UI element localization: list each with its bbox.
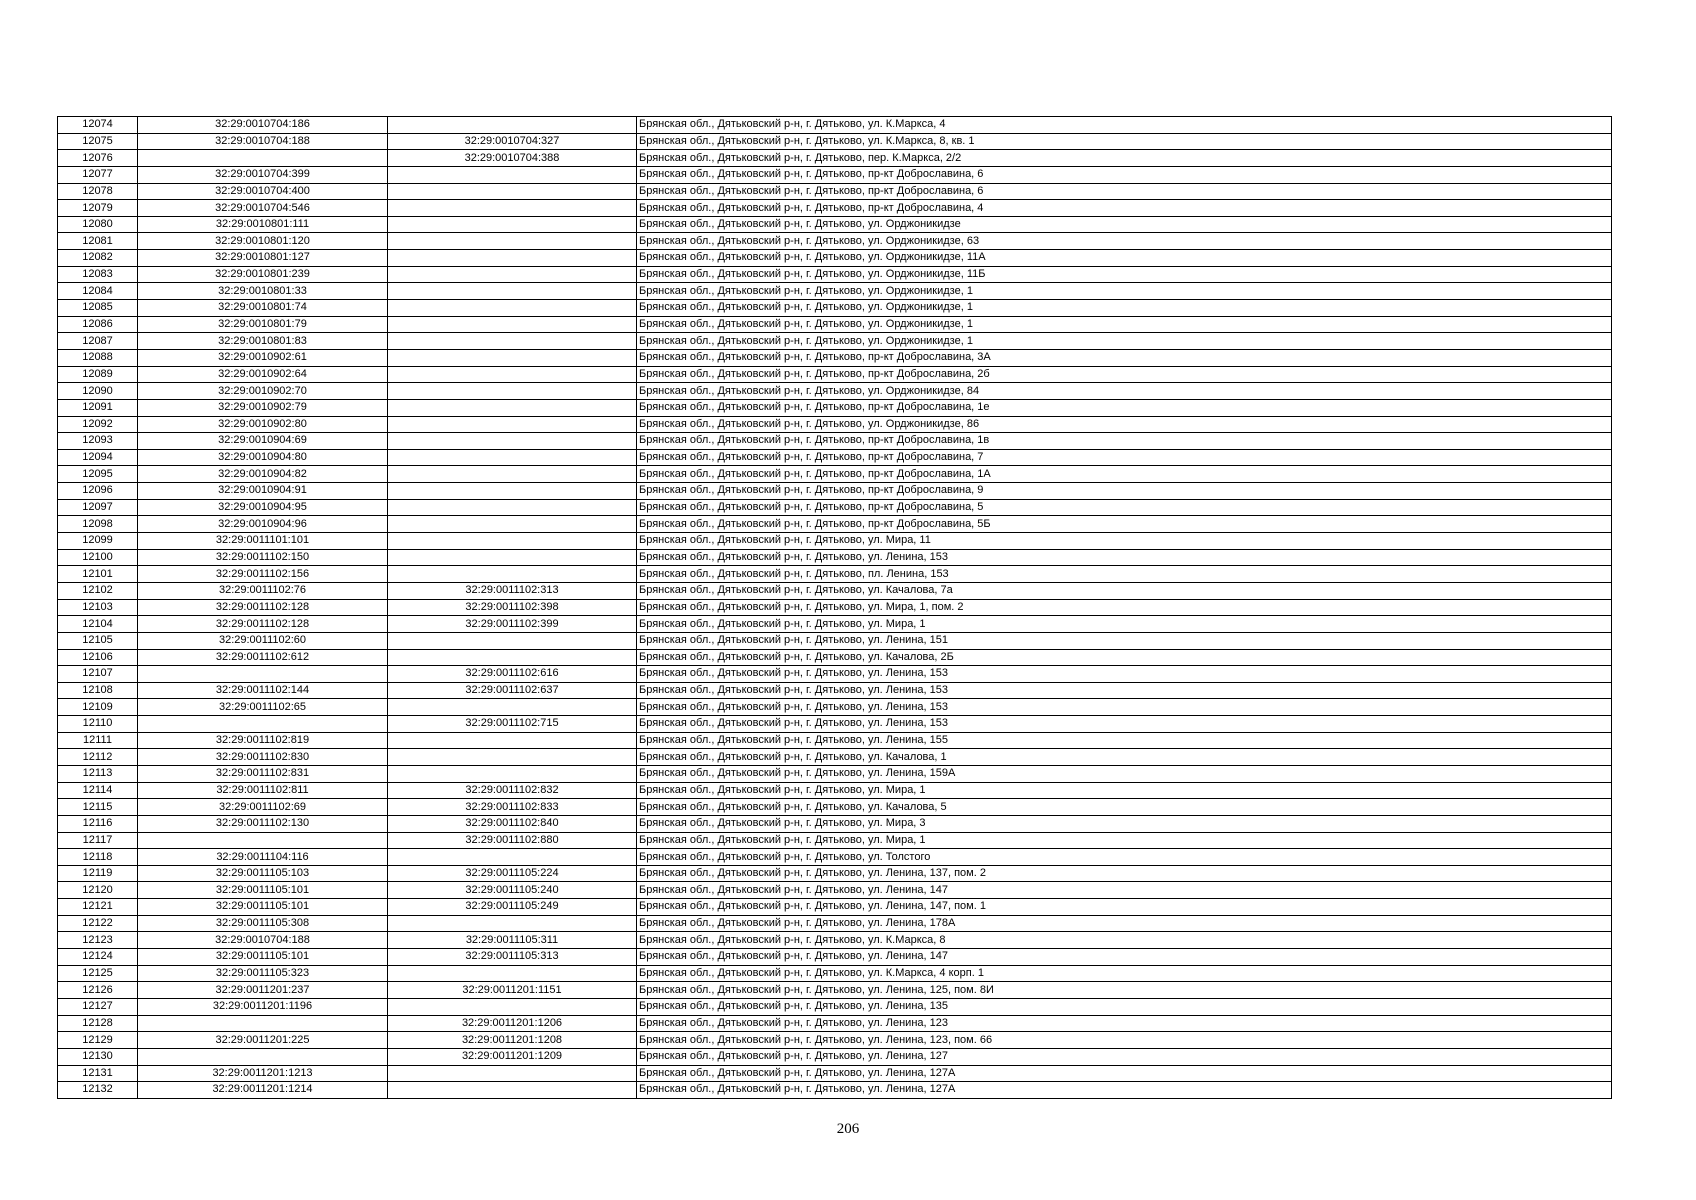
address-cell: Брянская обл., Дятьковский р-н, г. Дятьково, ул. Орджоникидзе, 84 xyxy=(637,383,1612,400)
row-number-cell: 12120 xyxy=(58,882,138,899)
table-row xyxy=(58,183,1612,200)
address-cell: Брянская обл., Дятьковский р-н, г. Дятьково, ул. Ленина, 155 xyxy=(637,732,1612,749)
related-cadastral-number-cell xyxy=(388,333,637,350)
cadastral-number-cell: 32:29:0010902:61 xyxy=(138,349,388,366)
table-row xyxy=(58,666,1612,683)
related-cadastral-number-cell: 32:29:0011102:715 xyxy=(388,716,637,733)
row-number-cell: 12078 xyxy=(58,183,138,200)
cadastral-number-cell: 32:29:0011105:101 xyxy=(138,949,388,966)
table-row xyxy=(58,915,1612,932)
cadastral-number-cell xyxy=(138,1015,388,1032)
table-row xyxy=(58,117,1612,134)
related-cadastral-number-cell xyxy=(388,433,637,450)
address-cell: Брянская обл., Дятьковский р-н, г. Дятьково, пр-кт Доброславина, 3А xyxy=(637,349,1612,366)
related-cadastral-number-cell: 32:29:0011105:311 xyxy=(388,932,637,949)
related-cadastral-number-cell xyxy=(388,1082,637,1099)
row-number-cell: 12100 xyxy=(58,549,138,566)
cadastral-number-cell xyxy=(138,1048,388,1065)
related-cadastral-number-cell: 32:29:0011102:840 xyxy=(388,815,637,832)
row-number-cell: 12132 xyxy=(58,1082,138,1099)
related-cadastral-number-cell: 32:29:0011201:1208 xyxy=(388,1032,637,1049)
cadastral-number-cell: 32:29:0011102:612 xyxy=(138,649,388,666)
table-row xyxy=(58,865,1612,882)
cadastral-number-cell: 32:29:0011102:130 xyxy=(138,815,388,832)
row-number-cell: 12117 xyxy=(58,832,138,849)
table-row xyxy=(58,932,1612,949)
row-number-cell: 12086 xyxy=(58,316,138,333)
related-cadastral-number-cell xyxy=(388,300,637,317)
table-row xyxy=(58,882,1612,899)
table-row xyxy=(58,832,1612,849)
address-cell: Брянская обл., Дятьковский р-н, г. Дятьково, ул. Ленина, 123, пом. 66 xyxy=(637,1032,1612,1049)
row-number-cell: 12109 xyxy=(58,699,138,716)
cadastral-number-cell: 32:29:0011101:101 xyxy=(138,533,388,550)
table-row xyxy=(58,200,1612,217)
address-cell: Брянская обл., Дятьковский р-н, г. Дятьково, ул. Ленина, 125, пом. 8И xyxy=(637,982,1612,999)
table-row xyxy=(58,166,1612,183)
table-row xyxy=(58,216,1612,233)
row-number-cell: 12124 xyxy=(58,949,138,966)
cadastral-number-cell: 32:29:0011102:811 xyxy=(138,782,388,799)
address-cell: Брянская обл., Дятьковский р-н, г. Дятьково, ул. Качалова, 1 xyxy=(637,749,1612,766)
related-cadastral-number-cell: 32:29:0010704:388 xyxy=(388,150,637,167)
row-number-cell: 12116 xyxy=(58,815,138,832)
related-cadastral-number-cell xyxy=(388,466,637,483)
related-cadastral-number-cell xyxy=(388,166,637,183)
table-row xyxy=(58,998,1612,1015)
cadastral-number-cell: 32:29:0010902:70 xyxy=(138,383,388,400)
table-row xyxy=(58,716,1612,733)
address-cell: Брянская обл., Дятьковский р-н, г. Дятьково, ул. Ленина, 178А xyxy=(637,915,1612,932)
row-number-cell: 12079 xyxy=(58,200,138,217)
table-row xyxy=(58,1015,1612,1032)
cadastral-number-cell: 32:29:0010801:239 xyxy=(138,266,388,283)
cadastral-number-cell: 32:29:0011102:150 xyxy=(138,549,388,566)
related-cadastral-number-cell xyxy=(388,483,637,500)
address-cell: Брянская обл., Дятьковский р-н, г. Дятьково, ул. Мира, 1 xyxy=(637,616,1612,633)
cadastral-number-cell: 32:29:0011104:116 xyxy=(138,849,388,866)
address-cell: Брянская обл., Дятьковский р-н, г. Дятьково, ул. Мира, 1 xyxy=(637,782,1612,799)
address-cell: Брянская обл., Дятьковский р-н, г. Дятьково, ул. Ленина, 137, пом. 2 xyxy=(637,865,1612,882)
row-number-cell: 12119 xyxy=(58,865,138,882)
table-row xyxy=(58,233,1612,250)
cadastral-number-cell: 32:29:0010801:111 xyxy=(138,216,388,233)
cadastral-number-cell xyxy=(138,666,388,683)
table-row xyxy=(58,150,1612,167)
related-cadastral-number-cell: 32:29:0011102:398 xyxy=(388,599,637,616)
table-row xyxy=(58,566,1612,583)
cadastral-number-cell: 32:29:0011105:323 xyxy=(138,965,388,982)
table-row xyxy=(58,266,1612,283)
address-cell: Брянская обл., Дятьковский р-н, г. Дятьково, пр-кт Доброславина, 7 xyxy=(637,449,1612,466)
cadastral-number-cell: 32:29:0011102:831 xyxy=(138,765,388,782)
row-number-cell: 12110 xyxy=(58,716,138,733)
cadastral-number-cell: 32:29:0011102:128 xyxy=(138,616,388,633)
table-row xyxy=(58,732,1612,749)
cadastral-number-cell: 32:29:0011105:101 xyxy=(138,899,388,916)
address-cell: Брянская обл., Дятьковский р-н, г. Дятьково, ул. Орджоникидзе, 63 xyxy=(637,233,1612,250)
related-cadastral-number-cell: 32:29:0011102:313 xyxy=(388,582,637,599)
related-cadastral-number-cell: 32:29:0011201:1151 xyxy=(388,982,637,999)
cadastral-number-cell: 32:29:0011102:830 xyxy=(138,749,388,766)
table-row xyxy=(58,499,1612,516)
related-cadastral-number-cell xyxy=(388,316,637,333)
related-cadastral-number-cell xyxy=(388,516,637,533)
row-number-cell: 12095 xyxy=(58,466,138,483)
row-number-cell: 12118 xyxy=(58,849,138,866)
row-number-cell: 12123 xyxy=(58,932,138,949)
related-cadastral-number-cell: 32:29:0011105:313 xyxy=(388,949,637,966)
related-cadastral-number-cell xyxy=(388,998,637,1015)
address-cell: Брянская обл., Дятьковский р-н, г. Дятьково, ул. Орджоникидзе, 1 xyxy=(637,333,1612,350)
row-number-cell: 12130 xyxy=(58,1048,138,1065)
table-row xyxy=(58,399,1612,416)
related-cadastral-number-cell: 32:29:0011102:880 xyxy=(388,832,637,849)
cadastral-number-cell: 32:29:0011102:128 xyxy=(138,599,388,616)
table-row xyxy=(58,749,1612,766)
address-cell: Брянская обл., Дятьковский р-н, г. Дятьково, ул. Орджоникидзе, 11А xyxy=(637,250,1612,267)
related-cadastral-number-cell xyxy=(388,283,637,300)
address-cell: Брянская обл., Дятьковский р-н, г. Дятьково, ул. Орджоникидзе, 1 xyxy=(637,283,1612,300)
cadastral-number-cell: 32:29:0010904:95 xyxy=(138,499,388,516)
cadastral-number-cell: 32:29:0011105:103 xyxy=(138,865,388,882)
cadastral-number-cell: 32:29:0011102:60 xyxy=(138,632,388,649)
row-number-cell: 12080 xyxy=(58,216,138,233)
row-number-cell: 12129 xyxy=(58,1032,138,1049)
row-number-cell: 12096 xyxy=(58,483,138,500)
row-number-cell: 12076 xyxy=(58,150,138,167)
address-cell: Брянская обл., Дятьковский р-н, г. Дятьково, ул. Мира, 1, пом. 2 xyxy=(637,599,1612,616)
row-number-cell: 12103 xyxy=(58,599,138,616)
address-cell: Брянская обл., Дятьковский р-н, г. Дятьково, ул. Орджоникидзе, 1 xyxy=(637,300,1612,317)
address-cell: Брянская обл., Дятьковский р-н, г. Дятьково, ул. Ленина, 127А xyxy=(637,1065,1612,1082)
cadastral-number-cell: 32:29:0010801:83 xyxy=(138,333,388,350)
table-row xyxy=(58,815,1612,832)
address-cell: Брянская обл., Дятьковский р-н, г. Дятьково, пр-кт Доброславина, 1А xyxy=(637,466,1612,483)
row-number-cell: 12127 xyxy=(58,998,138,1015)
address-cell: Брянская обл., Дятьковский р-н, г. Дятьково, пр-кт Доброславина, 6 xyxy=(637,183,1612,200)
row-number-cell: 12126 xyxy=(58,982,138,999)
address-cell: Брянская обл., Дятьковский р-н, г. Дятьково, ул. Ленина, 153 xyxy=(637,682,1612,699)
cadastral-number-cell: 32:29:0010801:33 xyxy=(138,283,388,300)
row-number-cell: 12097 xyxy=(58,499,138,516)
related-cadastral-number-cell xyxy=(388,566,637,583)
address-cell: Брянская обл., Дятьковский р-н, г. Дятьково, пр-кт Доброславина, 1е xyxy=(637,399,1612,416)
table-row xyxy=(58,1065,1612,1082)
address-cell: Брянская обл., Дятьковский р-н, г. Дятьково, ул. Мира, 1 xyxy=(637,832,1612,849)
row-number-cell: 12082 xyxy=(58,250,138,267)
row-number-cell: 12112 xyxy=(58,749,138,766)
cadastral-number-cell: 32:29:0010904:69 xyxy=(138,433,388,450)
cadastral-number-cell: 32:29:0010704:546 xyxy=(138,200,388,217)
cadastral-number-cell: 32:29:0011105:101 xyxy=(138,882,388,899)
related-cadastral-number-cell xyxy=(388,349,637,366)
cadastral-number-cell: 32:29:0011201:1213 xyxy=(138,1065,388,1082)
table-row xyxy=(58,1032,1612,1049)
address-cell: Брянская обл., Дятьковский р-н, г. Дятьково, ул. Ленина, 153 xyxy=(637,666,1612,683)
related-cadastral-number-cell xyxy=(388,216,637,233)
table-row xyxy=(58,649,1612,666)
table-row xyxy=(58,1048,1612,1065)
table-row xyxy=(58,799,1612,816)
related-cadastral-number-cell: 32:29:0011201:1209 xyxy=(388,1048,637,1065)
row-number-cell: 12094 xyxy=(58,449,138,466)
address-cell: Брянская обл., Дятьковский р-н, г. Дятьково, ул. Ленина, 127 xyxy=(637,1048,1612,1065)
related-cadastral-number-cell xyxy=(388,849,637,866)
table-row xyxy=(58,982,1612,999)
row-number-cell: 12098 xyxy=(58,516,138,533)
page-number: 206 xyxy=(836,1121,860,1137)
related-cadastral-number-cell xyxy=(388,266,637,283)
row-number-cell: 12074 xyxy=(58,117,138,134)
address-cell: Брянская обл., Дятьковский р-н, г. Дятьково, ул. Орджоникидзе xyxy=(637,216,1612,233)
cadastral-number-cell: 32:29:0010904:96 xyxy=(138,516,388,533)
row-number-cell: 12092 xyxy=(58,416,138,433)
related-cadastral-number-cell xyxy=(388,383,637,400)
related-cadastral-number-cell xyxy=(388,749,637,766)
related-cadastral-number-cell: 32:29:0011102:399 xyxy=(388,616,637,633)
address-cell: Брянская обл., Дятьковский р-н, г. Дятьково, ул. Ленина, 151 xyxy=(637,632,1612,649)
table-row xyxy=(58,549,1612,566)
table-row xyxy=(58,416,1612,433)
table-row xyxy=(58,433,1612,450)
table-row xyxy=(58,682,1612,699)
row-number-cell: 12115 xyxy=(58,799,138,816)
related-cadastral-number-cell xyxy=(388,915,637,932)
related-cadastral-number-cell: 32:29:0011105:240 xyxy=(388,882,637,899)
cadastral-number-cell: 32:29:0010801:120 xyxy=(138,233,388,250)
table-row xyxy=(58,582,1612,599)
table-row xyxy=(58,899,1612,916)
table-row xyxy=(58,616,1612,633)
related-cadastral-number-cell xyxy=(388,416,637,433)
cadastral-number-cell: 32:29:0010902:64 xyxy=(138,366,388,383)
row-number-cell: 12121 xyxy=(58,899,138,916)
cadastral-number-cell: 32:29:0011201:1214 xyxy=(138,1082,388,1099)
related-cadastral-number-cell: 32:29:0010704:327 xyxy=(388,133,637,150)
related-cadastral-number-cell xyxy=(388,965,637,982)
address-cell: Брянская обл., Дятьковский р-н, г. Дятьково, ул. К.Маркса, 8 xyxy=(637,932,1612,949)
cadastral-number-cell: 32:29:0010801:127 xyxy=(138,250,388,267)
address-cell: Брянская обл., Дятьковский р-н, г. Дятьково, ул. Качалова, 2Б xyxy=(637,649,1612,666)
table-row xyxy=(58,599,1612,616)
row-number-cell: 12122 xyxy=(58,915,138,932)
address-cell: Брянская обл., Дятьковский р-н, г. Дятьково, ул. К.Маркса, 4 корп. 1 xyxy=(637,965,1612,982)
table-row xyxy=(58,133,1612,150)
address-cell: Брянская обл., Дятьковский р-н, г. Дятьково, ул. Ленина, 127А xyxy=(637,1082,1612,1099)
address-cell: Брянская обл., Дятьковский р-н, г. Дятьково, ул. Орджоникидзе, 11Б xyxy=(637,266,1612,283)
row-number-cell: 12075 xyxy=(58,133,138,150)
related-cadastral-number-cell xyxy=(388,200,637,217)
table-row xyxy=(58,765,1612,782)
cadastral-number-cell: 32:29:0010801:79 xyxy=(138,316,388,333)
row-number-cell: 12091 xyxy=(58,399,138,416)
address-cell: Брянская обл., Дятьковский р-н, г. Дятьково, ул. Ленина, 147 xyxy=(637,882,1612,899)
related-cadastral-number-cell: 32:29:0011102:832 xyxy=(388,782,637,799)
cadastral-number-cell: 32:29:0010704:399 xyxy=(138,166,388,183)
row-number-cell: 12084 xyxy=(58,283,138,300)
address-cell: Брянская обл., Дятьковский р-н, г. Дятьково, пер. К.Маркса, 2/2 xyxy=(637,150,1612,167)
related-cadastral-number-cell xyxy=(388,399,637,416)
address-cell: Брянская обл., Дятьковский р-н, г. Дятьково, пр-кт Доброславина, 6 xyxy=(637,166,1612,183)
table-row xyxy=(58,632,1612,649)
cadastral-number-cell: 32:29:0010904:80 xyxy=(138,449,388,466)
address-cell: Брянская обл., Дятьковский р-н, г. Дятьково, ул. Ленина, 153 xyxy=(637,549,1612,566)
address-cell: Брянская обл., Дятьковский р-н, г. Дятьково, пр-кт Доброславина, 4 xyxy=(637,200,1612,217)
row-number-cell: 12085 xyxy=(58,300,138,317)
table-row xyxy=(58,782,1612,799)
address-cell: Брянская обл., Дятьковский р-н, г. Дятьково, ул. Ленина, 135 xyxy=(637,998,1612,1015)
cadastral-number-cell: 32:29:0010902:80 xyxy=(138,416,388,433)
cadastral-number-cell: 32:29:0010704:400 xyxy=(138,183,388,200)
row-number-cell: 12083 xyxy=(58,266,138,283)
cadastral-number-cell: 32:29:0011102:819 xyxy=(138,732,388,749)
row-number-cell: 12105 xyxy=(58,632,138,649)
address-cell: Брянская обл., Дятьковский р-н, г. Дятьково, пр-кт Доброславина, 5 xyxy=(637,499,1612,516)
related-cadastral-number-cell xyxy=(388,183,637,200)
row-number-cell: 12128 xyxy=(58,1015,138,1032)
address-cell: Брянская обл., Дятьковский р-н, г. Дятьково, ул. Ленина, 153 xyxy=(637,699,1612,716)
cadastral-number-cell: 32:29:0010904:91 xyxy=(138,483,388,500)
row-number-cell: 12104 xyxy=(58,616,138,633)
related-cadastral-number-cell xyxy=(388,632,637,649)
table-row xyxy=(58,283,1612,300)
table-row xyxy=(58,333,1612,350)
table-row xyxy=(58,449,1612,466)
cadastral-number-cell: 32:29:0010704:188 xyxy=(138,932,388,949)
row-number-cell: 12077 xyxy=(58,166,138,183)
address-cell: Брянская обл., Дятьковский р-н, г. Дятьково, ул. Орджоникидзе, 86 xyxy=(637,416,1612,433)
cadastral-number-cell: 32:29:0011201:237 xyxy=(138,982,388,999)
related-cadastral-number-cell xyxy=(388,549,637,566)
row-number-cell: 12087 xyxy=(58,333,138,350)
cadastral-number-cell: 32:29:0011102:144 xyxy=(138,682,388,699)
cadastral-number-cell xyxy=(138,832,388,849)
table-row xyxy=(58,466,1612,483)
row-number-cell: 12107 xyxy=(58,666,138,683)
related-cadastral-number-cell: 32:29:0011105:224 xyxy=(388,865,637,882)
address-cell: Брянская обл., Дятьковский р-н, г. Дятьково, ул. Орджоникидзе, 1 xyxy=(637,316,1612,333)
related-cadastral-number-cell xyxy=(388,449,637,466)
row-number-cell: 12114 xyxy=(58,782,138,799)
address-cell: Брянская обл., Дятьковский р-н, г. Дятьково, ул. Ленина, 159А xyxy=(637,765,1612,782)
table-row xyxy=(58,965,1612,982)
table-row xyxy=(58,300,1612,317)
related-cadastral-number-cell xyxy=(388,1065,637,1082)
related-cadastral-number-cell xyxy=(388,649,637,666)
table-row xyxy=(58,483,1612,500)
address-cell: Брянская обл., Дятьковский р-н, г. Дятьково, пл. Ленина, 153 xyxy=(637,566,1612,583)
row-number-cell: 12111 xyxy=(58,732,138,749)
cadastral-number-cell: 32:29:0010904:82 xyxy=(138,466,388,483)
address-cell: Брянская обл., Дятьковский р-н, г. Дятьково, пр-кт Доброславина, 9 xyxy=(637,483,1612,500)
cadastral-number-cell: 32:29:0011105:308 xyxy=(138,915,388,932)
row-number-cell: 12113 xyxy=(58,765,138,782)
address-cell: Брянская обл., Дятьковский р-н, г. Дятьково, ул. Качалова, 7а xyxy=(637,582,1612,599)
address-cell: Брянская обл., Дятьковский р-н, г. Дятьково, ул. К.Маркса, 4 xyxy=(637,117,1612,134)
cadastral-number-cell: 32:29:0011201:1196 xyxy=(138,998,388,1015)
table-row xyxy=(58,516,1612,533)
row-number-cell: 12093 xyxy=(58,433,138,450)
cadastral-number-cell: 32:29:0010801:74 xyxy=(138,300,388,317)
table-row xyxy=(58,250,1612,267)
related-cadastral-number-cell: 32:29:0011102:833 xyxy=(388,799,637,816)
related-cadastral-number-cell xyxy=(388,499,637,516)
row-number-cell: 12081 xyxy=(58,233,138,250)
cadastral-number-cell: 32:29:0010704:188 xyxy=(138,133,388,150)
cadastral-number-cell: 32:29:0010704:186 xyxy=(138,117,388,134)
row-number-cell: 12090 xyxy=(58,383,138,400)
registry-table xyxy=(57,116,1612,1099)
address-cell: Брянская обл., Дятьковский р-н, г. Дятьково, ул. Мира, 11 xyxy=(637,533,1612,550)
related-cadastral-number-cell: 32:29:0011201:1206 xyxy=(388,1015,637,1032)
cadastral-number-cell xyxy=(138,716,388,733)
row-number-cell: 12106 xyxy=(58,649,138,666)
address-cell: Брянская обл., Дятьковский р-н, г. Дятьково, пр-кт Доброславина, 1в xyxy=(637,433,1612,450)
related-cadastral-number-cell xyxy=(388,366,637,383)
address-cell: Брянская обл., Дятьковский р-н, г. Дятьково, ул. Ленина, 123 xyxy=(637,1015,1612,1032)
cadastral-number-cell: 32:29:0011102:156 xyxy=(138,566,388,583)
cadastral-number-cell: 32:29:0011201:225 xyxy=(138,1032,388,1049)
row-number-cell: 12108 xyxy=(58,682,138,699)
row-number-cell: 12102 xyxy=(58,582,138,599)
cadastral-number-cell xyxy=(138,150,388,167)
address-cell: Брянская обл., Дятьковский р-н, г. Дятьково, ул. Мира, 3 xyxy=(637,815,1612,832)
table-row xyxy=(58,533,1612,550)
related-cadastral-number-cell xyxy=(388,250,637,267)
row-number-cell: 12089 xyxy=(58,366,138,383)
related-cadastral-number-cell xyxy=(388,533,637,550)
table-row xyxy=(58,316,1612,333)
table-row xyxy=(58,849,1612,866)
table-row xyxy=(58,699,1612,716)
row-number-cell: 12099 xyxy=(58,533,138,550)
table-row xyxy=(58,366,1612,383)
row-number-cell: 12131 xyxy=(58,1065,138,1082)
related-cadastral-number-cell xyxy=(388,117,637,134)
related-cadastral-number-cell xyxy=(388,699,637,716)
table-row xyxy=(58,383,1612,400)
address-cell: Брянская обл., Дятьковский р-н, г. Дятьково, пр-кт Доброславина, 5Б xyxy=(637,516,1612,533)
related-cadastral-number-cell xyxy=(388,732,637,749)
cadastral-number-cell: 32:29:0010902:79 xyxy=(138,399,388,416)
address-cell: Брянская обл., Дятьковский р-н, г. Дятьково, ул. Ленина, 153 xyxy=(637,716,1612,733)
row-number-cell: 12088 xyxy=(58,349,138,366)
address-cell: Брянская обл., Дятьковский р-н, г. Дятьково, ул. Толстого xyxy=(637,849,1612,866)
related-cadastral-number-cell: 32:29:0011102:637 xyxy=(388,682,637,699)
table-row xyxy=(58,949,1612,966)
address-cell: Брянская обл., Дятьковский р-н, г. Дятьково, ул. Ленина, 147, пом. 1 xyxy=(637,899,1612,916)
table-row xyxy=(58,1082,1612,1099)
registry-table-body xyxy=(58,117,1612,1099)
cadastral-number-cell: 32:29:0011102:69 xyxy=(138,799,388,816)
address-cell: Брянская обл., Дятьковский р-н, г. Дятьково, ул. Качалова, 5 xyxy=(637,799,1612,816)
cadastral-number-cell: 32:29:0011102:65 xyxy=(138,699,388,716)
related-cadastral-number-cell xyxy=(388,233,637,250)
related-cadastral-number-cell: 32:29:0011102:616 xyxy=(388,666,637,683)
address-cell: Брянская обл., Дятьковский р-н, г. Дятьково, ул. Ленина, 147 xyxy=(637,949,1612,966)
address-cell: Брянская обл., Дятьковский р-н, г. Дятьково, пр-кт Доброславина, 2б xyxy=(637,366,1612,383)
row-number-cell: 12101 xyxy=(58,566,138,583)
related-cadastral-number-cell: 32:29:0011105:249 xyxy=(388,899,637,916)
table-row xyxy=(58,349,1612,366)
cadastral-number-cell: 32:29:0011102:76 xyxy=(138,582,388,599)
row-number-cell: 12125 xyxy=(58,965,138,982)
address-cell: Брянская обл., Дятьковский р-н, г. Дятьково, ул. К.Маркса, 8, кв. 1 xyxy=(637,133,1612,150)
related-cadastral-number-cell xyxy=(388,765,637,782)
